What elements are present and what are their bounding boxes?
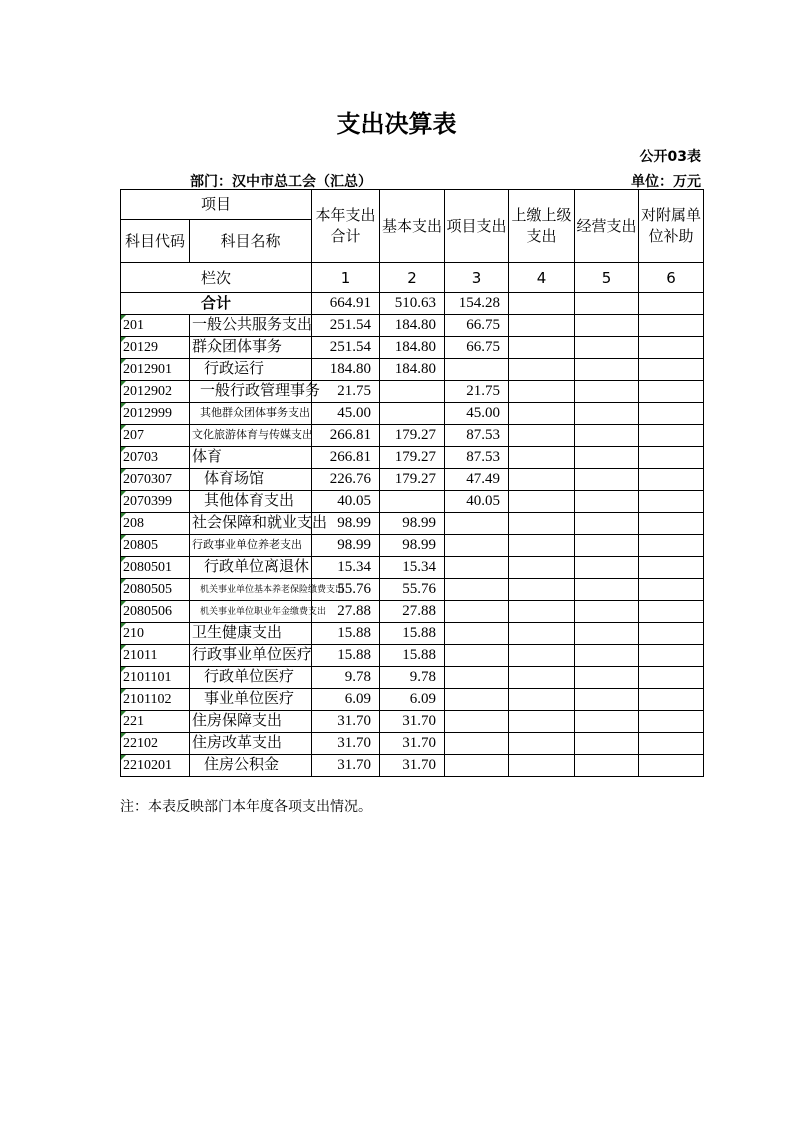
total-amount: 31.70 <box>312 711 380 733</box>
subsidy-amount <box>639 513 704 535</box>
col-number: 4 <box>509 263 575 293</box>
subject-code: 2070307 <box>121 469 190 491</box>
subject-name: 其他群众团体事务支出 <box>190 403 312 425</box>
total-label: 合计 <box>121 293 312 315</box>
business-amount <box>575 425 639 447</box>
project-amount: 87.53 <box>445 447 509 469</box>
basic-amount: 98.99 <box>380 535 445 557</box>
subject-code: 221 <box>121 711 190 733</box>
subsidy-amount <box>639 579 704 601</box>
basic-amount: 15.88 <box>380 623 445 645</box>
remit-amount <box>509 755 575 777</box>
basic-amount: 179.27 <box>380 425 445 447</box>
remit-amount <box>509 667 575 689</box>
header-name: 科目名称 <box>190 220 312 263</box>
total-amount: 184.80 <box>312 359 380 381</box>
subsidy-amount <box>639 557 704 579</box>
total-amount: 98.99 <box>312 535 380 557</box>
total-amount: 31.70 <box>312 755 380 777</box>
total-amount: 664.91 <box>312 293 380 315</box>
subject-name: 行政单位离退休 <box>190 557 312 579</box>
empty-cell <box>639 293 704 315</box>
subject-code: 2012901 <box>121 359 190 381</box>
project-amount <box>445 535 509 557</box>
basic-amount <box>380 381 445 403</box>
subject-name: 行政事业单位养老支出 <box>190 535 312 557</box>
table-row <box>121 733 704 755</box>
table-header <box>121 190 704 263</box>
total-amount: 9.78 <box>312 667 380 689</box>
business-amount <box>575 667 639 689</box>
header-business: 经营支出 <box>575 190 639 263</box>
basic-amount: 55.76 <box>380 579 445 601</box>
subsidy-amount <box>639 469 704 491</box>
basic-amount: 31.70 <box>380 755 445 777</box>
subsidy-amount <box>639 601 704 623</box>
project-amount <box>445 513 509 535</box>
remit-amount <box>509 711 575 733</box>
subsidy-amount <box>639 667 704 689</box>
subject-code: 2080501 <box>121 557 190 579</box>
project-amount <box>445 601 509 623</box>
subject-code: 2101102 <box>121 689 190 711</box>
subject-code: 2210201 <box>121 755 190 777</box>
subsidy-amount <box>639 491 704 513</box>
basic-amount: 15.88 <box>380 645 445 667</box>
business-amount <box>575 337 639 359</box>
subject-code: 20805 <box>121 535 190 557</box>
business-amount <box>575 689 639 711</box>
subject-name: 行政事业单位医疗 <box>190 645 312 667</box>
remit-amount <box>509 359 575 381</box>
basic-amount: 31.70 <box>380 711 445 733</box>
table-row <box>121 513 704 535</box>
subsidy-amount <box>639 337 704 359</box>
basic-amount: 184.80 <box>380 337 445 359</box>
project-amount <box>445 667 509 689</box>
col-number: 1 <box>312 263 380 293</box>
project-amount: 40.05 <box>445 491 509 513</box>
subject-name: 机关事业单位职业年金缴费支出 <box>190 601 312 623</box>
business-amount <box>575 403 639 425</box>
table-row <box>121 535 704 557</box>
subject-name: 卫生健康支出 <box>190 623 312 645</box>
total-amount: 15.88 <box>312 645 380 667</box>
project-amount <box>445 733 509 755</box>
header-total: 本年支出合计 <box>312 190 380 263</box>
subject-name: 住房改革支出 <box>190 733 312 755</box>
header-subsidy: 对附属单位补助 <box>639 190 704 263</box>
remit-amount <box>509 315 575 337</box>
table-row <box>121 403 704 425</box>
subject-code: 201 <box>121 315 190 337</box>
business-amount <box>575 579 639 601</box>
subject-name: 体育 <box>190 447 312 469</box>
basic-amount <box>380 403 445 425</box>
remit-amount <box>509 469 575 491</box>
table-row <box>121 557 704 579</box>
footnote: 注：本表反映部门本年度各项支出情况。 <box>120 800 372 815</box>
subsidy-amount <box>639 755 704 777</box>
header-item: 项目 <box>121 190 312 220</box>
subject-name: 行政运行 <box>190 359 312 381</box>
subsidy-amount <box>639 645 704 667</box>
basic-amount: 98.99 <box>380 513 445 535</box>
empty-cell <box>575 293 639 315</box>
total-amount: 15.88 <box>312 623 380 645</box>
subject-name: 体育场馆 <box>190 469 312 491</box>
subject-code: 2080506 <box>121 601 190 623</box>
expenditure-table <box>120 189 704 777</box>
subsidy-amount <box>639 689 704 711</box>
remit-amount <box>509 689 575 711</box>
total-amount: 226.76 <box>312 469 380 491</box>
form-number: 公开03表 <box>639 149 701 165</box>
business-amount <box>575 513 639 535</box>
empty-cell <box>509 293 575 315</box>
remit-amount <box>509 447 575 469</box>
remit-amount <box>509 491 575 513</box>
subject-name: 行政单位医疗 <box>190 667 312 689</box>
basic-amount: 6.09 <box>380 689 445 711</box>
business-amount <box>575 359 639 381</box>
remit-amount <box>509 579 575 601</box>
business-amount <box>575 733 639 755</box>
department-label: 部门：汉中市总工会（汇总） <box>190 174 372 190</box>
subsidy-amount <box>639 447 704 469</box>
total-basic: 510.63 <box>380 293 445 315</box>
total-row <box>121 293 704 315</box>
subject-code: 210 <box>121 623 190 645</box>
subsidy-amount <box>639 381 704 403</box>
remit-amount <box>509 337 575 359</box>
table-row <box>121 711 704 733</box>
business-amount <box>575 315 639 337</box>
subsidy-amount <box>639 623 704 645</box>
remit-amount <box>509 381 575 403</box>
remit-amount <box>509 623 575 645</box>
remit-amount <box>509 403 575 425</box>
table-row <box>121 425 704 447</box>
table-row <box>121 579 704 601</box>
project-amount: 47.49 <box>445 469 509 491</box>
total-amount: 251.54 <box>312 315 380 337</box>
header-code: 科目代码 <box>121 220 190 263</box>
table-body <box>121 293 704 777</box>
business-amount <box>575 601 639 623</box>
table-row <box>121 623 704 645</box>
business-amount <box>575 447 639 469</box>
business-amount <box>575 535 639 557</box>
subject-code: 20129 <box>121 337 190 359</box>
subsidy-amount <box>639 315 704 337</box>
header-project: 项目支出 <box>445 190 509 263</box>
business-amount <box>575 711 639 733</box>
subsidy-amount <box>639 403 704 425</box>
remit-amount <box>509 557 575 579</box>
subject-code: 2012902 <box>121 381 190 403</box>
total-amount: 266.81 <box>312 425 380 447</box>
subject-code: 2101101 <box>121 667 190 689</box>
remit-amount <box>509 535 575 557</box>
subject-code: 2012999 <box>121 403 190 425</box>
basic-amount <box>380 491 445 513</box>
basic-amount: 184.80 <box>380 315 445 337</box>
total-amount: 31.70 <box>312 733 380 755</box>
project-amount: 66.75 <box>445 315 509 337</box>
col-number: 5 <box>575 263 639 293</box>
col-number: 3 <box>445 263 509 293</box>
remit-amount <box>509 513 575 535</box>
subject-name: 一般公共服务支出 <box>190 315 312 337</box>
table-row <box>121 755 704 777</box>
header-basic: 基本支出 <box>380 190 445 263</box>
subject-name: 其他体育支出 <box>190 491 312 513</box>
subject-name: 群众团体事务 <box>190 337 312 359</box>
page-title: 支出决算表 <box>336 110 457 138</box>
project-amount <box>445 689 509 711</box>
subsidy-amount <box>639 425 704 447</box>
subject-code: 208 <box>121 513 190 535</box>
total-amount: 98.99 <box>312 513 380 535</box>
project-amount <box>445 755 509 777</box>
subject-name: 事业单位医疗 <box>190 689 312 711</box>
subject-name: 机关事业单位基本养老保险缴费支出 <box>190 579 312 601</box>
table-row <box>121 667 704 689</box>
total-amount: 45.00 <box>312 403 380 425</box>
remit-amount <box>509 601 575 623</box>
subsidy-amount <box>639 535 704 557</box>
table-row <box>121 315 704 337</box>
table-row <box>121 689 704 711</box>
business-amount <box>575 469 639 491</box>
project-amount: 45.00 <box>445 403 509 425</box>
table-row <box>121 491 704 513</box>
business-amount <box>575 645 639 667</box>
project-amount <box>445 579 509 601</box>
project-amount: 21.75 <box>445 381 509 403</box>
remit-amount <box>509 733 575 755</box>
subject-name: 社会保障和就业支出 <box>190 513 312 535</box>
project-amount: 87.53 <box>445 425 509 447</box>
col-number: 6 <box>639 263 704 293</box>
subject-code: 207 <box>121 425 190 447</box>
total-amount: 266.81 <box>312 447 380 469</box>
subject-code: 20703 <box>121 447 190 469</box>
table-row <box>121 601 704 623</box>
subject-name: 住房保障支出 <box>190 711 312 733</box>
business-amount <box>575 623 639 645</box>
table-row <box>121 469 704 491</box>
basic-amount: 31.70 <box>380 733 445 755</box>
table-row <box>121 645 704 667</box>
col-number: 2 <box>380 263 445 293</box>
business-amount <box>575 755 639 777</box>
column-number-row <box>121 263 704 293</box>
subject-code: 2070399 <box>121 491 190 513</box>
basic-amount: 179.27 <box>380 447 445 469</box>
basic-amount: 9.78 <box>380 667 445 689</box>
business-amount <box>575 557 639 579</box>
total-project: 154.28 <box>445 293 509 315</box>
basic-amount: 179.27 <box>380 469 445 491</box>
table-row <box>121 337 704 359</box>
subject-name: 住房公积金 <box>190 755 312 777</box>
table-row <box>121 381 704 403</box>
table-row <box>121 359 704 381</box>
unit-label: 单位：万元 <box>631 174 701 190</box>
subsidy-amount <box>639 711 704 733</box>
project-amount <box>445 623 509 645</box>
business-amount <box>575 491 639 513</box>
table-row <box>121 447 704 469</box>
remit-amount <box>509 425 575 447</box>
subject-name: 一般行政管理事务 <box>190 381 312 403</box>
subsidy-amount <box>639 359 704 381</box>
total-amount: 27.88 <box>312 601 380 623</box>
project-amount <box>445 557 509 579</box>
total-amount: 21.75 <box>312 381 380 403</box>
subject-name: 文化旅游体育与传媒支出 <box>190 425 312 447</box>
business-amount <box>575 381 639 403</box>
subsidy-amount <box>639 733 704 755</box>
total-amount: 6.09 <box>312 689 380 711</box>
basic-amount: 184.80 <box>380 359 445 381</box>
total-amount: 40.05 <box>312 491 380 513</box>
subject-code: 22102 <box>121 733 190 755</box>
subject-code: 21011 <box>121 645 190 667</box>
basic-amount: 15.34 <box>380 557 445 579</box>
basic-amount: 27.88 <box>380 601 445 623</box>
project-amount <box>445 711 509 733</box>
total-amount: 55.76 <box>312 579 380 601</box>
project-amount <box>445 645 509 667</box>
header-remit: 上缴上级支出 <box>509 190 575 263</box>
total-amount: 251.54 <box>312 337 380 359</box>
remit-amount <box>509 645 575 667</box>
col-label: 栏次 <box>121 263 312 293</box>
subject-code: 2080505 <box>121 579 190 601</box>
total-amount: 15.34 <box>312 557 380 579</box>
project-amount <box>445 359 509 381</box>
project-amount: 66.75 <box>445 337 509 359</box>
